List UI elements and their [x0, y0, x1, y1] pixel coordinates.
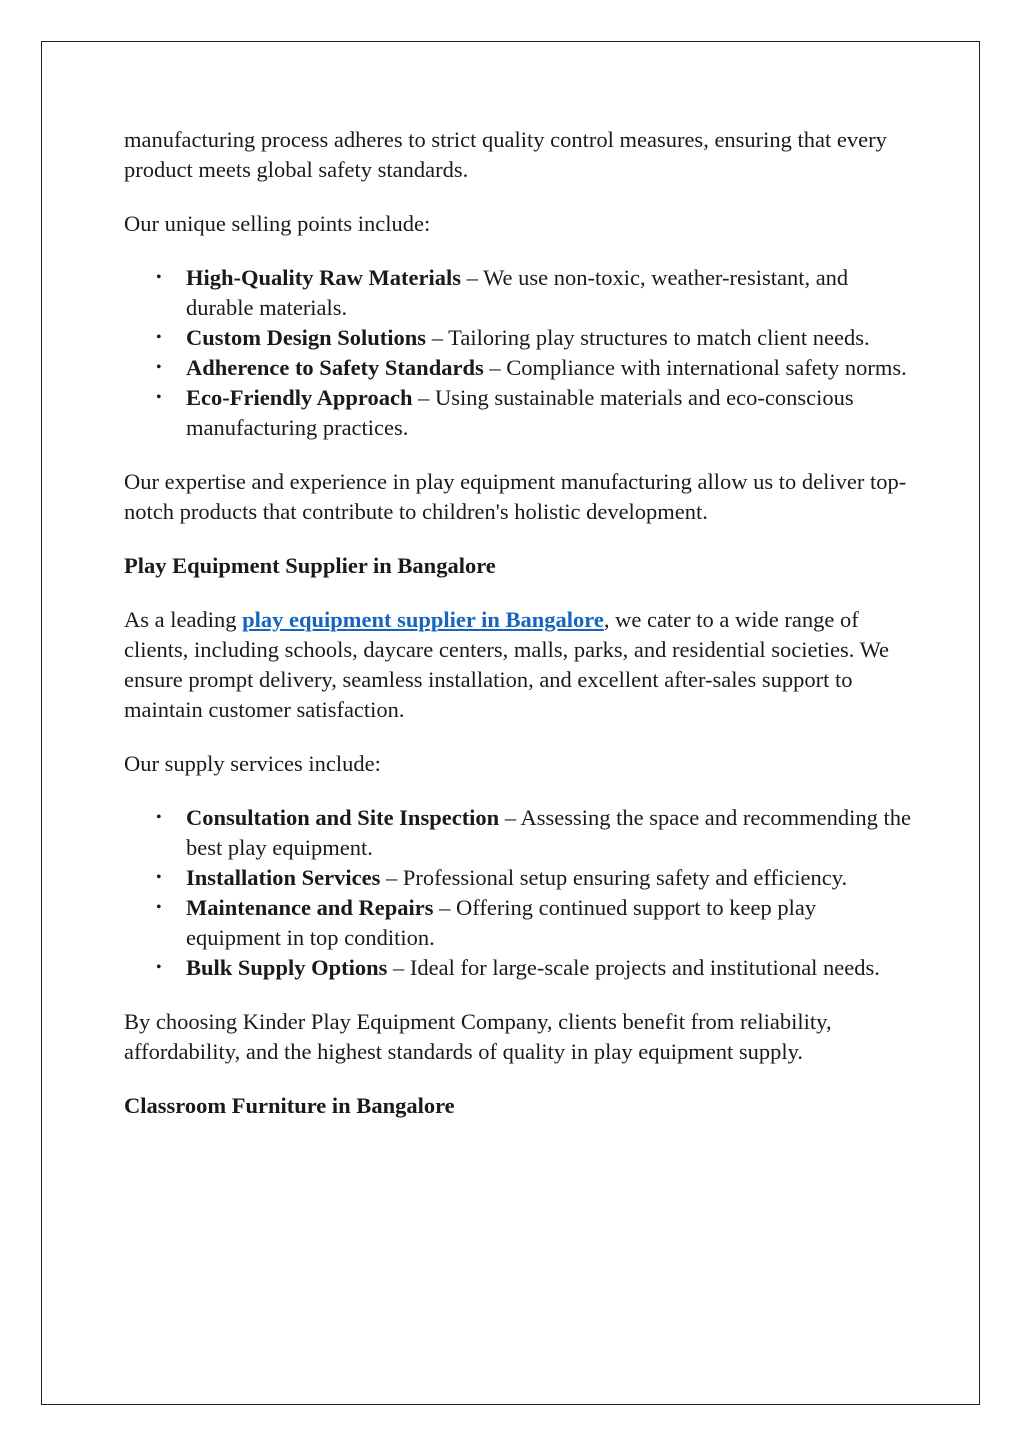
- list-item: [156, 803, 914, 863]
- list-item-title: Custom Design Solutions: [186, 325, 427, 350]
- supplier-heading: Play Equipment Supplier in Bangalore: [124, 553, 496, 578]
- services-intro: Our supply services include:: [124, 751, 381, 776]
- list-item: [156, 263, 914, 323]
- closing-paragraph: By choosing Kinder Play Equipment Company, clients benefit from reliability, affordability, and the highest standards of quality in play equipment supply.: [124, 1009, 832, 1064]
- usp-intro: Our unique selling points include:: [124, 211, 431, 236]
- list-item: [156, 953, 914, 983]
- list-item: [156, 383, 914, 443]
- list-item-title: Eco-Friendly Approach: [186, 385, 413, 410]
- supplier-text-after: , we cater to a wide range of clients, including schools, daycare centers, malls, parks, and residential societies. We ensure prompt delivery, seamless installation, and excellent after-sales support to maintain customer satisfaction.: [124, 607, 890, 722]
- bullet-icon: •: [156, 959, 162, 976]
- list-item: [156, 893, 914, 953]
- list-item-text: – Compliance with international safety norms.: [483, 355, 907, 380]
- document-body: [124, 125, 914, 1145]
- usp-list: [124, 263, 914, 443]
- list-item-title: Bulk Supply Options: [186, 955, 388, 980]
- supplier-link[interactable]: play equipment supplier in Bangalore: [242, 607, 604, 632]
- list-item-title: Installation Services: [186, 865, 381, 890]
- bullet-icon: •: [156, 809, 162, 826]
- intro-paragraph: manufacturing process adheres to strict quality control measures, ensuring that every product meets global safety standards.: [124, 127, 887, 182]
- bullet-icon: •: [156, 899, 162, 916]
- bullet-icon: •: [156, 329, 162, 346]
- supplier-text-before: As a leading: [124, 607, 243, 632]
- list-item: [156, 323, 914, 353]
- list-item-text: – Using sustainable materials and eco-conscious manufacturing practices.: [186, 385, 854, 440]
- services-list: [124, 803, 914, 983]
- supplier-paragraph: [124, 605, 914, 725]
- list-item: [156, 353, 914, 383]
- list-item-text: – We use non-toxic, weather-resistant, and durable materials.: [186, 265, 849, 320]
- list-item-title: Maintenance and Repairs: [186, 895, 434, 920]
- list-item-text: – Professional setup ensuring safety and efficiency.: [380, 865, 848, 890]
- list-item-text: – Tailoring play structures to match client needs.: [426, 325, 870, 350]
- list-item-text: – Ideal for large-scale projects and institutional needs.: [387, 955, 880, 980]
- list-item-title: Consultation and Site Inspection: [186, 805, 500, 830]
- list-item-text: – Offering continued support to keep play equipment in top condition.: [186, 895, 817, 950]
- bullet-icon: •: [156, 269, 162, 286]
- expertise-paragraph: Our expertise and experience in play equipment manufacturing allow us to deliver top-notch products that contribute to children's holistic development.: [124, 469, 907, 524]
- bullet-icon: •: [156, 359, 162, 376]
- list-item-title: Adherence to Safety Standards: [186, 355, 484, 380]
- furniture-heading: Classroom Furniture in Bangalore: [124, 1093, 455, 1118]
- bullet-icon: •: [156, 389, 162, 406]
- list-item-text: – Assessing the space and recommending the best play equipment.: [186, 805, 911, 860]
- list-item: [156, 863, 914, 893]
- bullet-icon: •: [156, 869, 162, 886]
- list-item-title: High-Quality Raw Materials: [186, 265, 461, 290]
